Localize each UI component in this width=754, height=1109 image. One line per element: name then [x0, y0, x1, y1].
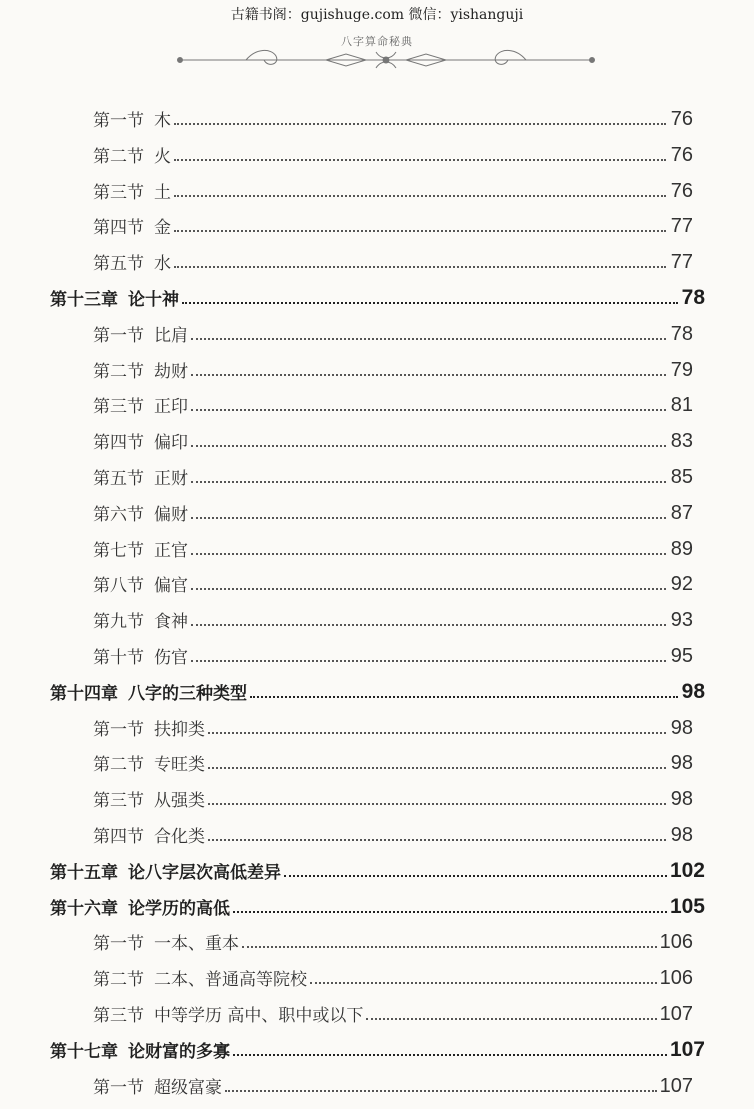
toc-entry-title: 偏财 — [154, 504, 188, 525]
toc-entry-label — [93, 178, 171, 203]
toc-entry-title: 比肩 — [154, 325, 188, 346]
toc-entry-label — [50, 679, 247, 704]
dot-leader — [191, 660, 666, 662]
dot-leader — [191, 338, 666, 340]
toc-page-number: 93 — [670, 609, 693, 632]
toc-page-number: 92 — [670, 573, 693, 596]
toc-entry-label — [93, 929, 239, 954]
toc-chapter-row — [50, 280, 705, 310]
toc-section-row — [93, 710, 693, 740]
dot-leader — [191, 553, 666, 555]
dot-leader — [208, 839, 666, 841]
toc-entry-label — [93, 142, 171, 167]
dot-leader — [174, 159, 666, 161]
toc-page-number: 98 — [670, 716, 693, 739]
toc-entry-title: 正财 — [154, 469, 188, 489]
dot-leader — [225, 1090, 657, 1092]
dot-leader — [310, 982, 657, 984]
toc-entry-label — [93, 321, 188, 346]
toc-page-number: 107 — [669, 1037, 705, 1061]
toc-entry-number: 第一节 — [93, 111, 144, 131]
toc-entry-title: 中等学历 高中、职中或以下 — [154, 1006, 364, 1026]
toc-entry-title: 正印 — [154, 397, 188, 418]
toc-entry-title: 八字的三种类型 — [128, 683, 247, 704]
toc-page-number: 106 — [659, 967, 693, 990]
toc-entry-number: 第八节 — [93, 576, 144, 597]
dot-leader — [233, 1054, 667, 1056]
toc-entry-label — [93, 357, 188, 382]
toc-entry-number: 第十四章 — [50, 683, 118, 704]
dot-leader — [284, 875, 667, 877]
toc-entry-title: 扶抑类 — [154, 719, 205, 740]
toc-section-row — [93, 817, 693, 847]
toc-entry-label — [50, 285, 179, 310]
running-header-title: 八字算命秘典 — [341, 35, 413, 48]
toc-entry-number: 第二节 — [93, 146, 144, 167]
toc-entry-label — [93, 571, 188, 596]
toc-page-number: 76 — [670, 179, 693, 202]
dot-leader — [250, 696, 678, 698]
toc-section-row — [93, 101, 693, 131]
toc-entry-number: 第十三章 — [50, 290, 118, 310]
toc-entry-title: 水 — [154, 254, 171, 275]
toc-section-row — [93, 244, 693, 274]
toc-page-number: 85 — [670, 466, 693, 488]
toc-entry-title: 偏官 — [154, 576, 188, 597]
toc-entry-number: 第三节 — [93, 791, 144, 812]
toc-page-number: 107 — [659, 1003, 693, 1025]
toc-entry-label — [93, 106, 171, 131]
toc-entry-number: 第四节 — [93, 218, 144, 239]
toc-entry-number: 第三节 — [93, 182, 144, 203]
toc-entry-number: 第五节 — [93, 254, 144, 275]
toc-page-number: 81 — [670, 394, 693, 417]
toc-entry-number: 第十节 — [93, 648, 144, 668]
toc-page-number: 76 — [670, 143, 693, 166]
toc-entry-label — [93, 786, 205, 811]
toc-page-number: 98 — [670, 788, 693, 811]
dot-leader — [233, 911, 667, 913]
toc-entry-title: 土 — [154, 182, 171, 203]
toc-entry-title: 合化类 — [154, 827, 205, 847]
toc-entry-number: 第二节 — [93, 361, 144, 382]
toc-page-number: 83 — [670, 430, 693, 453]
toc-chapter-row — [50, 674, 705, 704]
toc-section-row — [93, 745, 693, 775]
toc-entry-label — [93, 392, 188, 417]
toc-entry-number: 第十六章 — [50, 898, 118, 919]
dot-leader — [208, 732, 666, 734]
toc-section-row — [93, 781, 693, 811]
toc-entry-title: 一本、重本 — [154, 934, 239, 955]
toc-entry-number: 第五节 — [93, 469, 144, 489]
toc-page-number: 107 — [659, 1074, 693, 1097]
toc-section-row — [93, 531, 693, 561]
toc-entry-label — [93, 464, 188, 489]
toc-entry-title: 论学历的高低 — [128, 898, 230, 919]
dot-leader — [191, 374, 666, 376]
toc-entry-title: 食神 — [154, 612, 188, 633]
toc-entry-number: 第六节 — [93, 504, 144, 525]
toc-page-number: 98 — [670, 824, 693, 846]
toc-section-row — [93, 459, 693, 489]
toc-entry-title: 劫财 — [154, 361, 188, 382]
toc-entry-label — [93, 500, 188, 525]
toc-entry-title: 从强类 — [154, 791, 205, 812]
toc-entry-label — [93, 750, 205, 775]
toc-entry-number: 第一节 — [93, 1077, 144, 1098]
toc-page-number: 95 — [670, 645, 693, 667]
dot-leader — [208, 803, 666, 805]
toc-section-row — [93, 423, 693, 453]
toc-entry-label — [93, 715, 205, 740]
toc-entry-title: 论财富的多寡 — [128, 1041, 230, 1062]
toc-entry-label — [93, 1001, 363, 1026]
toc-section-row — [93, 352, 693, 382]
toc-entry-number: 第一节 — [93, 325, 144, 346]
toc-section-row — [93, 924, 693, 954]
dot-leader — [191, 517, 666, 519]
dot-leader — [242, 946, 657, 948]
toc-section-row — [93, 638, 693, 668]
toc-page-number: 98 — [670, 752, 693, 775]
toc-entry-number: 第四节 — [93, 827, 144, 847]
toc-section-row — [93, 208, 693, 238]
dot-leader — [366, 1018, 656, 1020]
toc-page-number: 102 — [669, 858, 705, 882]
dot-leader — [182, 302, 678, 304]
toc-page-number: 77 — [670, 215, 693, 238]
toc-entry-title: 伤官 — [154, 648, 188, 668]
toc-section-row — [93, 387, 693, 417]
toc-entry-title: 偏印 — [154, 433, 188, 454]
toc-entry-title: 超级富豪 — [154, 1077, 222, 1098]
toc-section-row — [93, 137, 693, 167]
toc-entry-title: 火 — [154, 146, 171, 167]
toc-section-row — [93, 316, 693, 346]
toc-section-row — [93, 495, 693, 525]
dot-leader — [191, 409, 666, 411]
toc-entry-label — [93, 249, 171, 274]
toc-page-number: 79 — [670, 358, 693, 381]
toc-section-row — [93, 173, 693, 203]
toc-entry-title: 正官 — [154, 540, 188, 561]
watermark-text: 古籍书阁：gujishuge.com 微信：yishanguji — [230, 7, 524, 23]
toc-page-number: 78 — [681, 286, 705, 309]
toc-entry-label — [50, 1037, 230, 1062]
toc-page-number: 77 — [670, 251, 693, 274]
toc-page-number: 98 — [681, 679, 705, 703]
dot-leader — [191, 445, 666, 447]
toc-entry-label — [50, 894, 230, 919]
toc-section-row — [93, 1068, 693, 1098]
header-ornament — [176, 46, 596, 74]
toc-page-number: 89 — [670, 537, 693, 560]
dot-leader — [174, 195, 666, 197]
toc-entry-number: 第九节 — [93, 612, 144, 633]
toc-page-number: 87 — [670, 501, 693, 524]
toc-entry-label — [93, 428, 188, 453]
dot-leader — [174, 266, 666, 268]
toc-section-row — [93, 566, 693, 596]
toc-entry-label — [93, 1073, 222, 1098]
toc-entry-number: 第三节 — [93, 397, 144, 418]
toc-entry-number: 第二节 — [93, 970, 144, 991]
toc-section-row — [93, 996, 693, 1026]
toc-page-number: 106 — [659, 931, 693, 954]
dot-leader — [208, 767, 666, 769]
dot-leader — [191, 624, 666, 626]
toc-page-number: 76 — [670, 108, 693, 130]
toc-chapter-row — [50, 853, 705, 883]
toc-entry-number: 第一节 — [93, 934, 144, 955]
toc-section-row — [93, 602, 693, 632]
toc-entry-label — [93, 643, 188, 668]
toc-entry-number: 第四节 — [93, 433, 144, 454]
dot-leader — [191, 588, 666, 590]
toc-entry-label — [93, 822, 205, 847]
toc-entry-title: 二本、普通高等院校 — [154, 970, 307, 991]
toc-entry-label — [93, 965, 307, 990]
toc-entry-number: 第三节 — [93, 1006, 144, 1026]
toc-entry-label — [93, 536, 188, 561]
toc-entry-title: 专旺类 — [154, 755, 205, 776]
toc-entry-label — [50, 858, 281, 883]
dot-leader — [174, 230, 666, 232]
toc-entry-title: 论十神 — [128, 290, 179, 310]
toc-section-row — [93, 960, 693, 990]
toc-chapter-row — [50, 1032, 705, 1062]
dot-leader — [174, 123, 666, 125]
toc-entry-label — [93, 607, 188, 632]
dot-leader — [191, 481, 666, 483]
toc-entry-number: 第一节 — [93, 719, 144, 740]
toc-page-number: 105 — [669, 894, 705, 918]
toc-entry-title: 论八字层次高低差异 — [128, 862, 281, 883]
toc-page-number: 78 — [670, 322, 693, 345]
toc-entry-number: 第七节 — [93, 540, 144, 561]
toc-entry-title: 金 — [154, 218, 171, 239]
toc-entry-number: 第二节 — [93, 755, 144, 776]
toc-entry-label — [93, 213, 171, 238]
toc-entry-title: 木 — [154, 111, 171, 131]
toc-chapter-row — [50, 889, 705, 919]
toc-entry-number: 第十五章 — [50, 862, 118, 883]
toc-entry-number: 第十七章 — [50, 1041, 118, 1062]
